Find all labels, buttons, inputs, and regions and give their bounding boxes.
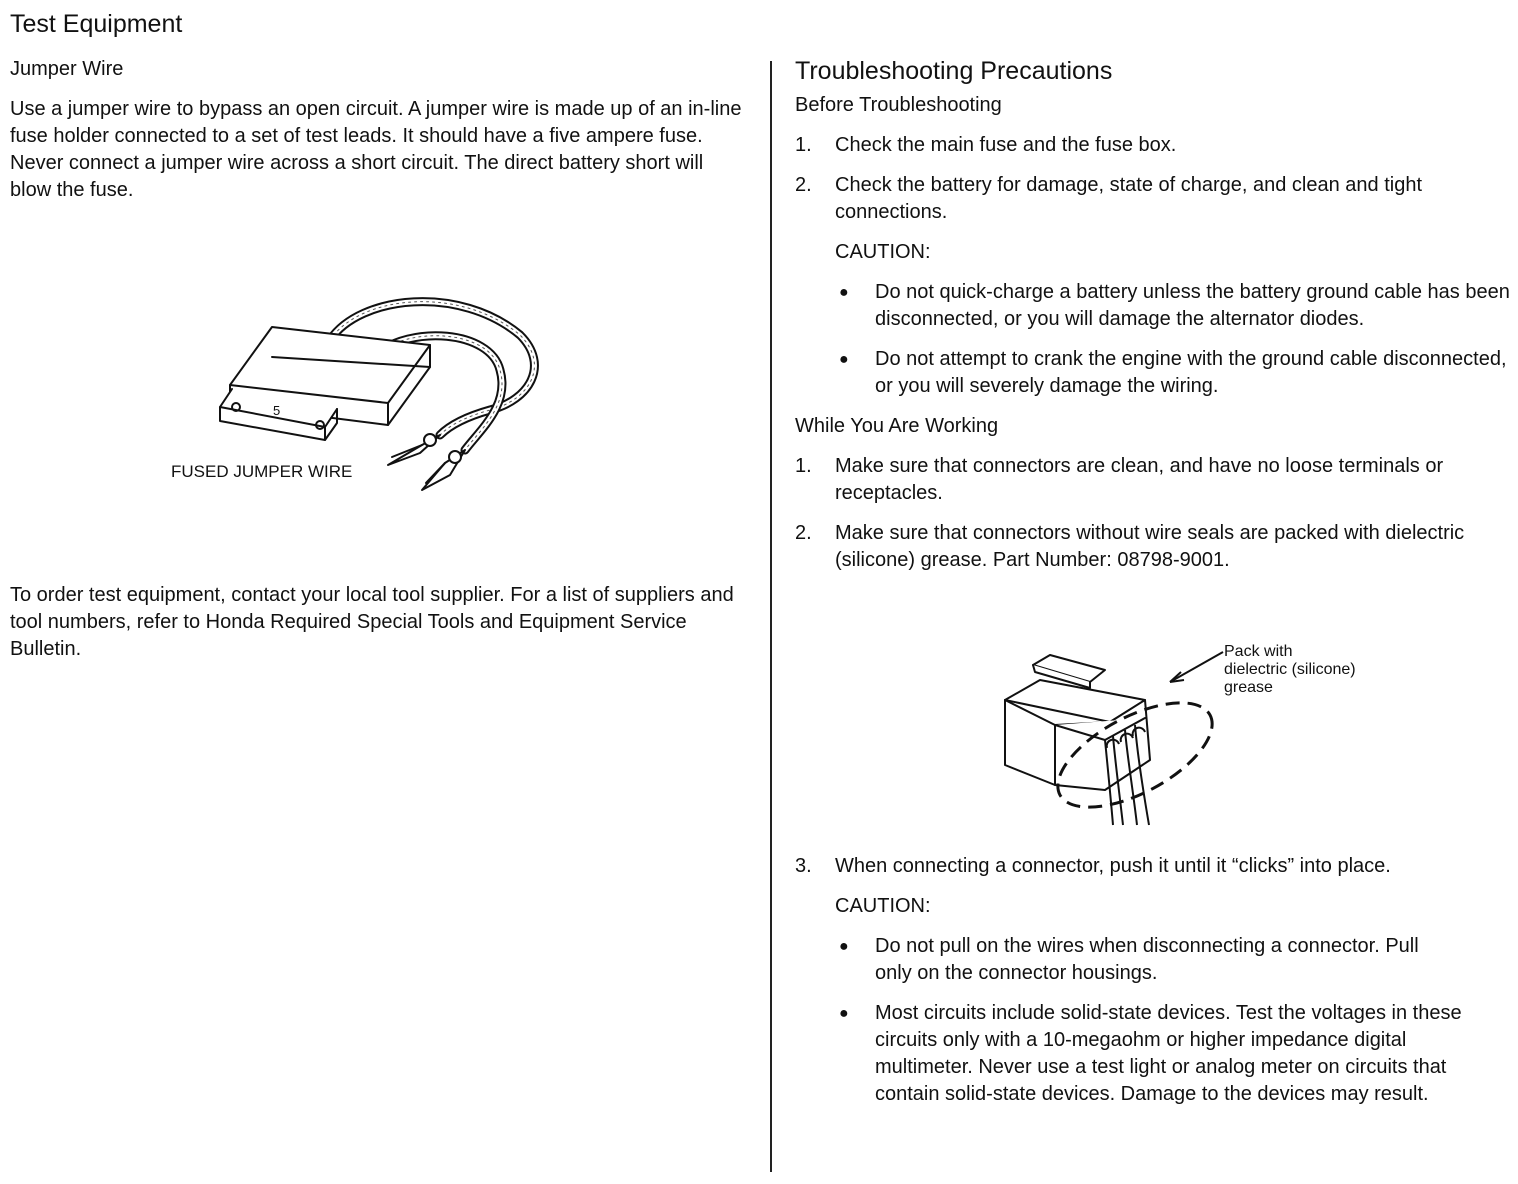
jumper-wire-heading: Jumper Wire: [10, 58, 124, 80]
working-item-3: 3. When connecting a connector, push it until it “clicks” into place.: [795, 855, 1391, 877]
section-title: Troubleshooting Precautions: [795, 57, 1113, 85]
before-item-2: 2. Check the battery for damage, state of charge, and clean and tight connections.: [795, 174, 1423, 223]
working-item-1: 1. Make sure that connectors are clean, and have no loose terminals or receptacles.: [795, 455, 1444, 504]
page-title: Test Equipment: [10, 10, 183, 38]
before-caution-bullet-2: ● Do not attempt to crank the engine with the ground cable disconnected, or you will severely damage the wiring.: [839, 348, 1507, 397]
column-divider: [770, 61, 772, 1172]
caution-label-2: CAUTION:: [835, 895, 931, 917]
before-caution-bullet-1: ● Do not quick-charge a battery unless the battery ground cable has been disconnected, or you will damage the alternator diodes.: [839, 281, 1510, 330]
while-working-heading: While You Are Working: [795, 415, 999, 437]
before-troubleshooting-heading: Before Troubleshooting: [795, 94, 1002, 116]
right-column-lower: [795, 853, 1515, 1108]
working-caution-bullet-1: ● Do not pull on the wires when disconnecting a connector. Pull only on the connector housings.: [839, 935, 1419, 984]
working-item-2: 2. Make sure that connectors without wire seals are packed with dielectric (silicone) grease. Part Number: 08798-9001.: [795, 522, 1465, 571]
right-column: [795, 54, 1515, 574]
caution-label: CAUTION:: [835, 241, 931, 263]
order-equipment-paragraph: To order test equipment, contact your local tool supplier. For a list of suppliers and tool numbers, refer to Honda Required Special Tools and Equipment Service Bulletin.: [10, 584, 734, 660]
fuse-number-label: 5: [273, 403, 281, 418]
grease-label: Pack with dielectric (silicone) grease: [1224, 643, 1356, 696]
jumper-wire-description: Use a jumper wire to bypass an open circuit. A jumper wire is made up of an in-line fuse holder connected to a set of test leads. It should have a five ampere fuse. Never connect a jumper wire across a short circuit. The direct battery short will blow the fuse.: [10, 98, 742, 201]
jumper-wire-caption: FUSED JUMPER WIRE: [171, 462, 353, 481]
connector-grease-illustration: [995, 640, 1235, 830]
before-item-1: 1. Check the main fuse and the fuse box.: [795, 134, 1177, 156]
working-caution-bullet-2: ● Most circuits include solid-state devices. Test the voltages in these circuits only with a 10-megaohm or higher impedance digital multimeter. Never use a test light or analog meter on circuits that contain solid-state devices. Damage to the devices may result.: [839, 1002, 1462, 1105]
left-column: [10, 56, 750, 204]
